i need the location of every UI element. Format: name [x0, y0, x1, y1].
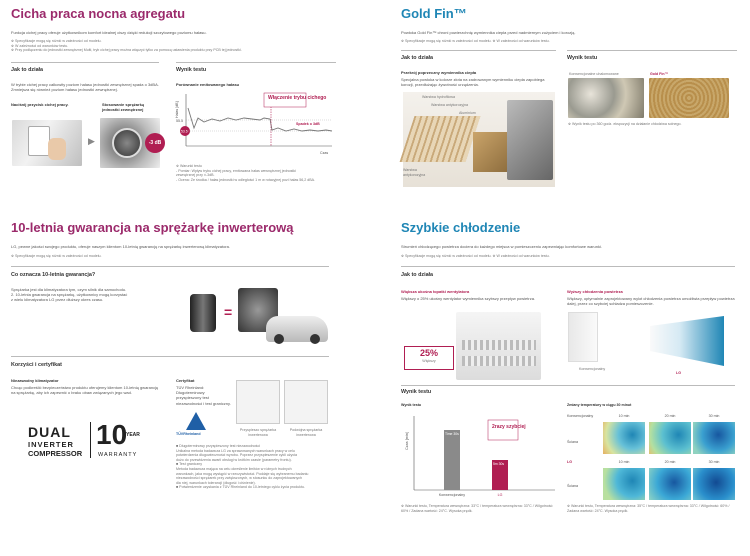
percent-badge: [404, 346, 454, 370]
notes: ※ Specyfikacje mogą się różnić w zależności od modelu. ※ W zależności od warunków testu.: [401, 254, 550, 258]
how-text: W trybie cichej pracy całkowity poziom hałasu jednostki zewnętrznej spada o 3dBA. Zmniejsza się również poziom hałasu jednostki zewnętrznej.: [11, 82, 159, 93]
y-axis-label: Czas [min]: [405, 432, 409, 450]
bar-conventional: [444, 430, 460, 490]
note: ※ W zależności od warunków testu.: [11, 43, 69, 48]
certificate-2: [284, 380, 328, 424]
bullet: potwierdzenia długowieczności wyrobu. Poprzez przyspieszenie cykli użycia: [176, 453, 298, 458]
notes: ※ Specyfikacje mogą się różnić w zależności od modelu. ※ W zależności od warunków testu.: [401, 39, 550, 43]
label-right: Stosowanie sprężarką jednostki zewnętrznej: [102, 102, 145, 113]
benefit-left-text: Chcąc podkreślić bezpieczeństwo produktu oferujemy klientom 10-letnią gwarancję na sprężarkę, aby ich zapewnić o braku obaw związanych jego wad.: [11, 385, 159, 396]
certificate-caption-2: Podwójna sprężarka inwerterowa: [289, 428, 323, 437]
footnote: zewnętrznej przy ±-3dB.: [176, 173, 215, 178]
notes: [11, 39, 351, 53]
category-label: LG: [497, 493, 503, 497]
bullet: dla niej, warunkach tolerancji (długość i ciśnienie).: [176, 480, 256, 485]
tick-bottom: 53.5: [181, 129, 188, 134]
logo-dual: DUAL: [28, 424, 71, 440]
certificate-bullets: [176, 444, 336, 490]
right-footnote: ※ Warunki testu, Temperatura wewnętrzna: 35°C / temperatura wewnętrzna: 33°C / Wilgotność: 60% / Zadana wartość: 24°C. Wysoka prędk.: [567, 504, 730, 513]
intro-text: Powłoka Gold Fin™ chroni powierzchnię wymiennika ciepła przed nadmiernym zużyciem i korozją.: [401, 30, 576, 35]
section-title: Cicha praca nocna agregatu: [11, 6, 186, 21]
section-title: Gold Fin™: [401, 6, 467, 21]
floor-label: Ściana: [567, 440, 578, 444]
bullet: ■ Test graniczny: [176, 462, 203, 467]
bullet: Unikalna metoda badawcza LG za sprawowanych warunkach pracy w celu: [176, 448, 295, 453]
goldfin-photo: [649, 78, 729, 118]
note: ※ Specyfikacje mogą się różnić w zależności od modelu.: [11, 254, 102, 258]
corroded-fin-photo: [568, 78, 644, 118]
lg-label: LG: [676, 371, 681, 375]
note: ※ Specyfikacje mogą się różnić w zależności od modelu.: [11, 39, 102, 43]
test-note: ※ Wynik testu po 360 godz. ekspozycji na działanie chłodziwa solnego.: [568, 122, 682, 126]
tick-top: 55.5: [176, 119, 183, 123]
badge-percent: 25%: [419, 348, 438, 358]
layer-label: Warstwa hydrofilowa: [422, 95, 456, 99]
layer-label: Aluminium: [459, 111, 476, 115]
how-text: Specjalna powłoka w kolorze złota na zadrowanym wymienniku ciepła zapobiega korozji, przedłużając żywotność urządzenia.: [401, 77, 545, 88]
bullet: ■ Potwierdzenie uzyskania z TÜV Rheinland do 10-letniego cyklu życia produktu.: [176, 485, 305, 490]
what-text: [11, 287, 171, 303]
heatmap-cell: [693, 468, 735, 500]
benefit-right-text: TÜV Rheinland: Długoterminowy przyspieszony test niezawodności i test graniczny.: [176, 385, 231, 406]
note: ※ Przy podłączeniu do jednostki zewnętrznej Multi, tryb cichej pracy można włączyć tylko za pomocą ustawienia produktu przy PCB tej jednostki.: [11, 48, 242, 53]
temps-title: Zmiany temperatury w ciągu 30 minut: [567, 403, 632, 407]
footnote: ※ Warunki testu: [176, 164, 202, 168]
logo-year: YEAR: [126, 432, 140, 438]
test-title: Wynik testu: [401, 389, 432, 395]
dual-inverter-logo: [28, 419, 168, 468]
footnote: - Ocena: Ze środka / hałas jednostki w odległości 1 m w rotacyjnej pozi hałas 56,2 dBA.: [176, 177, 316, 182]
callout: Włączenie trybu cichego: [268, 95, 327, 101]
heat-exchanger-illustration: [403, 92, 555, 187]
certificate-caption-1: Przyspieszo sprężarka inwerterowa: [239, 428, 277, 437]
conventional-airflow-image: [568, 312, 598, 362]
label-left: Naciśnij przycisk cichej pracy.: [11, 102, 69, 107]
intro-text: Funkcja cichej pracy oferuje użytkownikom komfort idealnej ciszy dzięki redukcji szczytowego poziomu hałasu.: [11, 30, 207, 35]
footnotes: [176, 164, 336, 182]
photo-left-label: Konwencjonalne uhalomowane: [569, 72, 619, 76]
time-label: 10 min: [618, 460, 630, 464]
time-label: 10 min: [618, 414, 630, 418]
logo-compressor: COMPRESSOR: [28, 449, 83, 458]
section-title: 10-letnia gwarancja na sprężarkę inwerterową: [11, 220, 294, 235]
what-title: Co oznacza 10-letnia gwarancja?: [11, 272, 96, 278]
what-line: 2. 10-letnia gwarancja na sprężarkę, użytkownicy mogą korzystać: [11, 292, 128, 298]
right-text: Większy, optymalnie zaprojektowany wylot chłodzenia powietrza umożliwia przepływ powietrza dalej, przez co szybciej schładza pomieszczenie.: [567, 296, 735, 307]
lg-airflow-image: [650, 316, 724, 366]
what-line: z wielu klimatyzatora LG przez dłuższy okres czasu.: [11, 297, 104, 303]
tuv-text: TÜVRheinland: [176, 432, 201, 436]
compressor-car-illustration: =: [180, 280, 330, 354]
bullet: Metoda badawcza mająca na celu określenie limitów w różnych trudnych: [176, 466, 292, 471]
chart-title: Wynik testu: [401, 403, 422, 407]
bar-value-label: Time 30s: [445, 432, 459, 436]
section-title: Szybkie chłodzenie: [401, 220, 521, 235]
footnote: - Pomiar: Wpływ trybu cichej pracy, emitowana hałas wewnętrznej jednostki: [176, 168, 296, 173]
time-label: 30 min: [708, 414, 720, 418]
bullet: dużo do przewidzenia awarii obsługi w krótkim czasie (parametry frontu).: [176, 457, 292, 462]
temperature-maps: [567, 410, 735, 506]
left-text: Większy o 25% ukośny wentylator wymiennika szybszy przepływ powietrza.: [401, 296, 536, 301]
remote-control-image: [12, 120, 82, 166]
layer-label: Warstwa antykorozyjna: [431, 103, 469, 107]
badge-sub: Większy: [422, 359, 436, 363]
heatmap-cell: [649, 468, 691, 500]
time-label: 20 min: [664, 460, 676, 464]
chart-title: Porównanie emitowanego hałasu: [176, 82, 240, 87]
benefits-title: Korzyści i certyfikat: [11, 362, 62, 368]
layer-label: Warstwa antykorozyjna: [403, 168, 426, 177]
tuv-logo: [176, 412, 212, 444]
how-title: Jak to działa: [11, 67, 44, 73]
floor-label: Ściana: [567, 484, 578, 488]
bullet: niezawodności sprężarek przy zwiększonych, w stosunku do zaprojektowanych: [176, 476, 303, 481]
cooling-time-chart: [400, 410, 560, 504]
right-title: Wyższy chłodzenia powietrza: [567, 289, 623, 294]
bar-value-label: 5m 30s: [493, 462, 505, 466]
noise-chart: [172, 88, 340, 160]
benefit-left-title: Niezawodny klimatyzator: [11, 378, 59, 383]
annotation: 2razy szybciej: [492, 424, 526, 430]
how-title: Jak to działa: [401, 55, 434, 61]
time-label: 20 min: [664, 414, 676, 418]
heatmap-cell: [649, 422, 691, 454]
logo-warranty: WARRANTY: [98, 452, 138, 458]
benefit-right-title: Certyfikat: [176, 378, 195, 383]
db-badge: -3 dB: [145, 133, 165, 153]
test-title: Wynik testu: [176, 67, 207, 73]
how-title: Jak to działa: [401, 272, 434, 278]
conv-label: Konwencjonalny: [579, 367, 606, 371]
x-axis-label: Czas: [320, 151, 329, 155]
intro-text: LG, pewne jakości swojego produktu, oferuje naszym klientom 10-letnią gwarancję na sprężarkę inwerterową klimatyzatora.: [11, 244, 230, 249]
logo-inverter: INVERTER: [28, 440, 74, 449]
how-heading: Przekrój poprzeczny wymiennika ciepła: [401, 70, 477, 75]
left-title: Większa ukośna łopatki wentylatora: [401, 289, 470, 294]
drop-label: Spadek o 3dB: [296, 122, 320, 126]
fan-illustration: [456, 312, 541, 380]
noise-line: [188, 108, 332, 131]
heatmap-cell: [603, 422, 645, 454]
heatmap-cell: [693, 422, 735, 454]
bullet: warunkach, jaka mogą wystąpić w rzeczywistości. Poddaje się wybranemu badaniu: [176, 471, 309, 476]
arrow-right-icon: ▶: [88, 136, 95, 146]
category-label: Konwencjonalny: [438, 493, 466, 497]
heatmap-cell: [603, 468, 645, 500]
y-axis-label: Hałas [dB]: [175, 101, 179, 118]
row-label: Konwencjonalny: [567, 414, 594, 418]
time-label: 30 min: [708, 460, 720, 464]
what-line: Sprężarka jest dla klimatyzatora tym, czym silnik dla samochodu.: [11, 287, 127, 292]
photo-right-label: Gold Fin™: [650, 72, 669, 76]
intro-text: Strumień chłodzącego powietrza dociera do każdego miejsca w pomieszczeniu zapewniając komfortowe warunki.: [401, 244, 602, 249]
left-footnote: ※ Warunki testu, Temperatura wewnętrzna: 33°C / temperatura wewnętrzna: 33°C / Wilgotność: 60% / Zadana wartość: 24°C. Wysoka prędk.: [401, 504, 554, 513]
row-label: LG: [567, 460, 572, 464]
logo-ten: 10: [96, 419, 128, 450]
test-title: Wynik testu: [567, 55, 598, 61]
certificate-1: [236, 380, 280, 424]
bullet: ■ Długoterminowy przyspieszony test niezawodności: [176, 444, 261, 448]
